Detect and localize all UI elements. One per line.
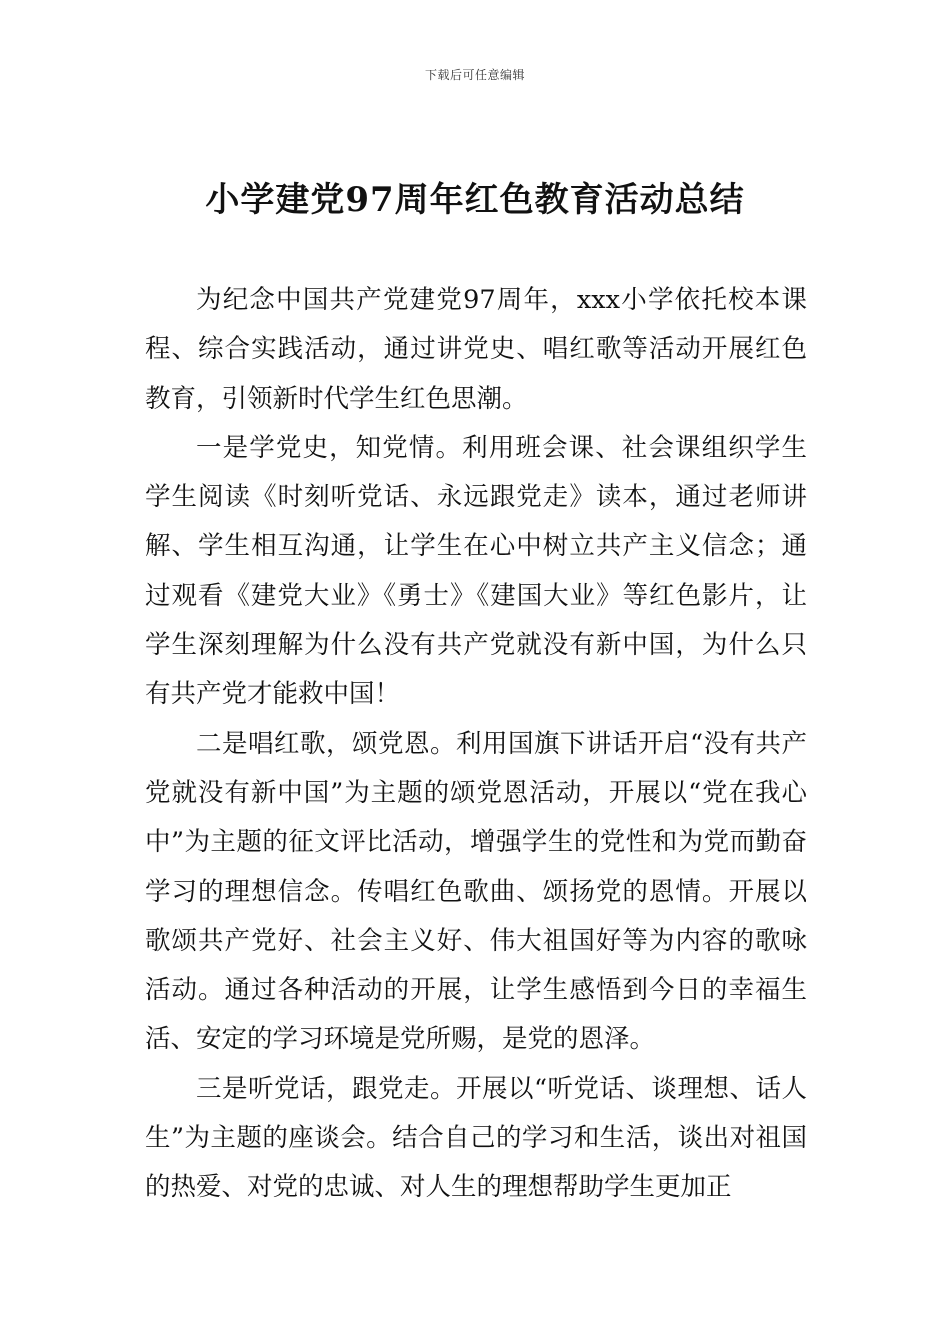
header-note: 下载后可任意编辑	[424, 68, 525, 82]
document-title: 小学建党97周年红色教育活动总结	[205, 180, 745, 220]
paragraph-follow-party: 三是听党话，跟党走。开展以“听党话、谈理想、话人生”为主题的座谈会。结合自己的学习和生活，谈出对祖国的热爱、对党的忠诚、对人生的理想帮助学生更加正	[145, 1073, 807, 1203]
document-body	[145, 276, 807, 1213]
paragraph-party-history: 一是学党史，知党情。利用班会课、社会课组织学生学生阅读《时刻听党话、永远跟党走》读本，通过老师讲解、学生相互沟通，让学生在心中树立共产主义信念；通过观看《建党大业》《勇士》《建国大业》等红色影片，让学生深刻理解为什么没有共产党就没有新中国，为什么只有共产党才能救中国！	[145, 432, 807, 710]
paragraph-intro: 为纪念中国共产党建党97周年，xxx小学依托校本课程、综合实践活动，通过讲党史、唱红歌等活动开展红色教育，引领新时代学生红色思潮。	[145, 285, 807, 414]
paragraph-red-songs: 二是唱红歌，颂党恩。利用国旗下讲话开启“没有共产党就没有新中国”为主题的颂党恩活动，开展以“党在我心中”为主题的征文评比活动，增强学生的党性和为党而勤奋学习的理想信念。传唱红色歌曲、颂扬党的恩情。开展以歌颂共产党好、社会主义好、伟大祖国好等为内容的歌咏活动。通过各种活动的开展，让学生感悟到今日的幸福生活、安定的学习环境是党所赐，是党的恩泽。	[145, 728, 807, 1055]
